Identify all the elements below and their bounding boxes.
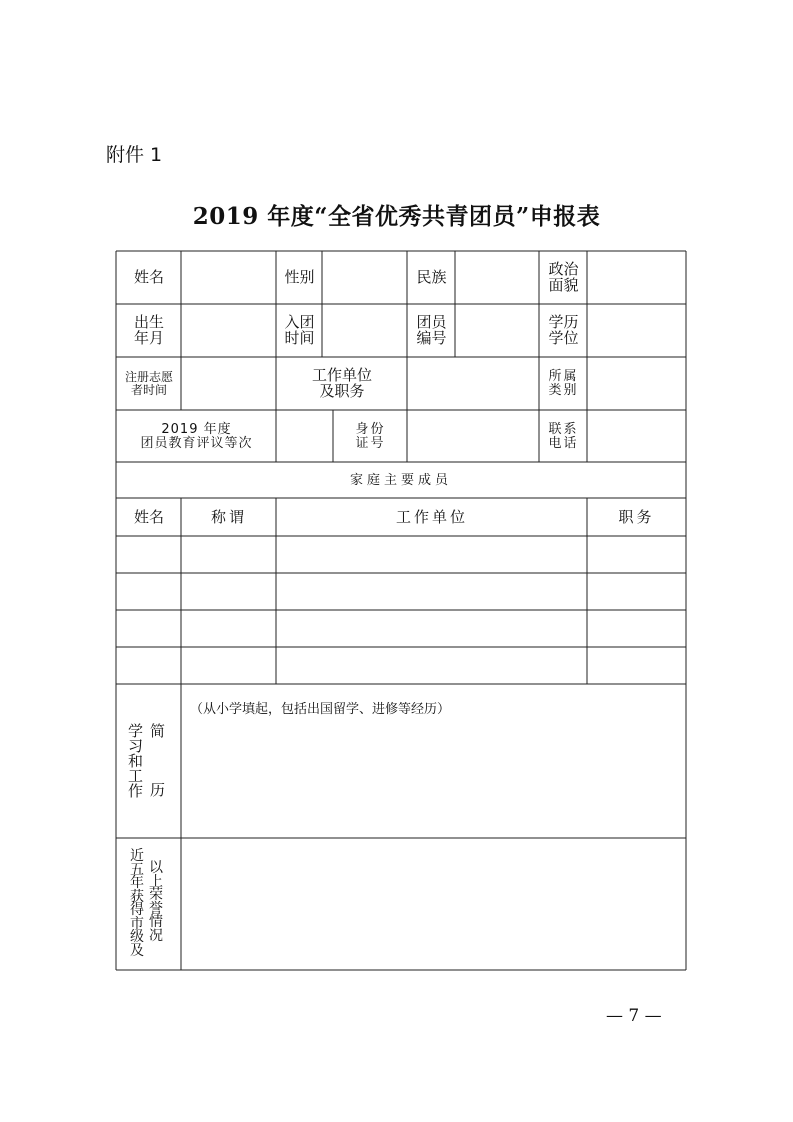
resume-note: （从小学填起，包括出国留学、进修等经历） bbox=[190, 702, 451, 717]
label-honors-col1: 近 五 年 获 得 市 级 及 bbox=[130, 848, 144, 960]
label-gender: 性别 bbox=[284, 268, 315, 287]
gender-input[interactable] bbox=[323, 252, 407, 304]
label-resume-col2: 简 历 bbox=[150, 722, 166, 799]
label-ethnicity: 民族 bbox=[416, 268, 447, 287]
family-row-1[interactable] bbox=[117, 537, 685, 573]
attachment-label: 附件 1 bbox=[106, 144, 163, 166]
label-political-status: 政治 面貌 bbox=[548, 260, 579, 294]
label-category: 所属 类别 bbox=[548, 369, 579, 398]
page-number: — 7 — bbox=[606, 1006, 662, 1026]
label-birth-date: 出生 年月 bbox=[133, 313, 164, 347]
label-name: 姓名 bbox=[133, 268, 164, 287]
label-join-date: 入团 时间 bbox=[284, 313, 315, 347]
label-member-number: 团员 编号 bbox=[416, 313, 447, 347]
political-status-input[interactable] bbox=[588, 252, 685, 304]
phone-input[interactable] bbox=[588, 411, 685, 462]
label-resume-col1: 学 习 和 工 作 bbox=[128, 722, 144, 800]
member-number-input[interactable] bbox=[456, 305, 539, 357]
id-number-input[interactable] bbox=[408, 411, 539, 462]
volunteer-registration-input[interactable] bbox=[182, 358, 276, 410]
label-honors-col2: 以 上 荣 誉 情 况 bbox=[149, 860, 163, 944]
name-input[interactable] bbox=[182, 252, 276, 304]
category-input[interactable] bbox=[588, 358, 685, 410]
label-degree: 学历 学位 bbox=[548, 313, 579, 347]
join-date-input[interactable] bbox=[323, 305, 407, 357]
evaluation-grade-input[interactable] bbox=[277, 411, 333, 462]
work-unit-position-input[interactable] bbox=[408, 358, 539, 410]
family-members-heading: 家庭主要成员 bbox=[349, 472, 452, 488]
family-col-name: 姓名 bbox=[133, 507, 164, 526]
label-work-unit-position: 工作单位 及职务 bbox=[311, 366, 372, 400]
family-col-relation: 称谓 bbox=[210, 507, 247, 526]
family-row-2[interactable] bbox=[117, 574, 685, 610]
label-phone: 联系 电话 bbox=[548, 421, 579, 451]
birth-date-input[interactable] bbox=[182, 305, 276, 357]
degree-input[interactable] bbox=[588, 305, 685, 357]
family-row-3[interactable] bbox=[117, 611, 685, 647]
form-title: 2019 年度“全省优秀共青团员”申报表 bbox=[192, 203, 601, 230]
family-row-4[interactable] bbox=[117, 648, 685, 684]
label-volunteer-registration: 注册志愿 者时间 bbox=[124, 370, 173, 397]
resume-input[interactable] bbox=[182, 720, 685, 837]
label-evaluation-grade: 2019 年度 团员教育评议等次 bbox=[140, 421, 253, 451]
ethnicity-input[interactable] bbox=[456, 252, 539, 304]
family-col-work-unit: 工作单位 bbox=[395, 507, 468, 526]
honors-input[interactable] bbox=[182, 839, 685, 969]
family-col-position: 职务 bbox=[618, 507, 655, 526]
label-id-number: 身份 证号 bbox=[355, 421, 386, 451]
